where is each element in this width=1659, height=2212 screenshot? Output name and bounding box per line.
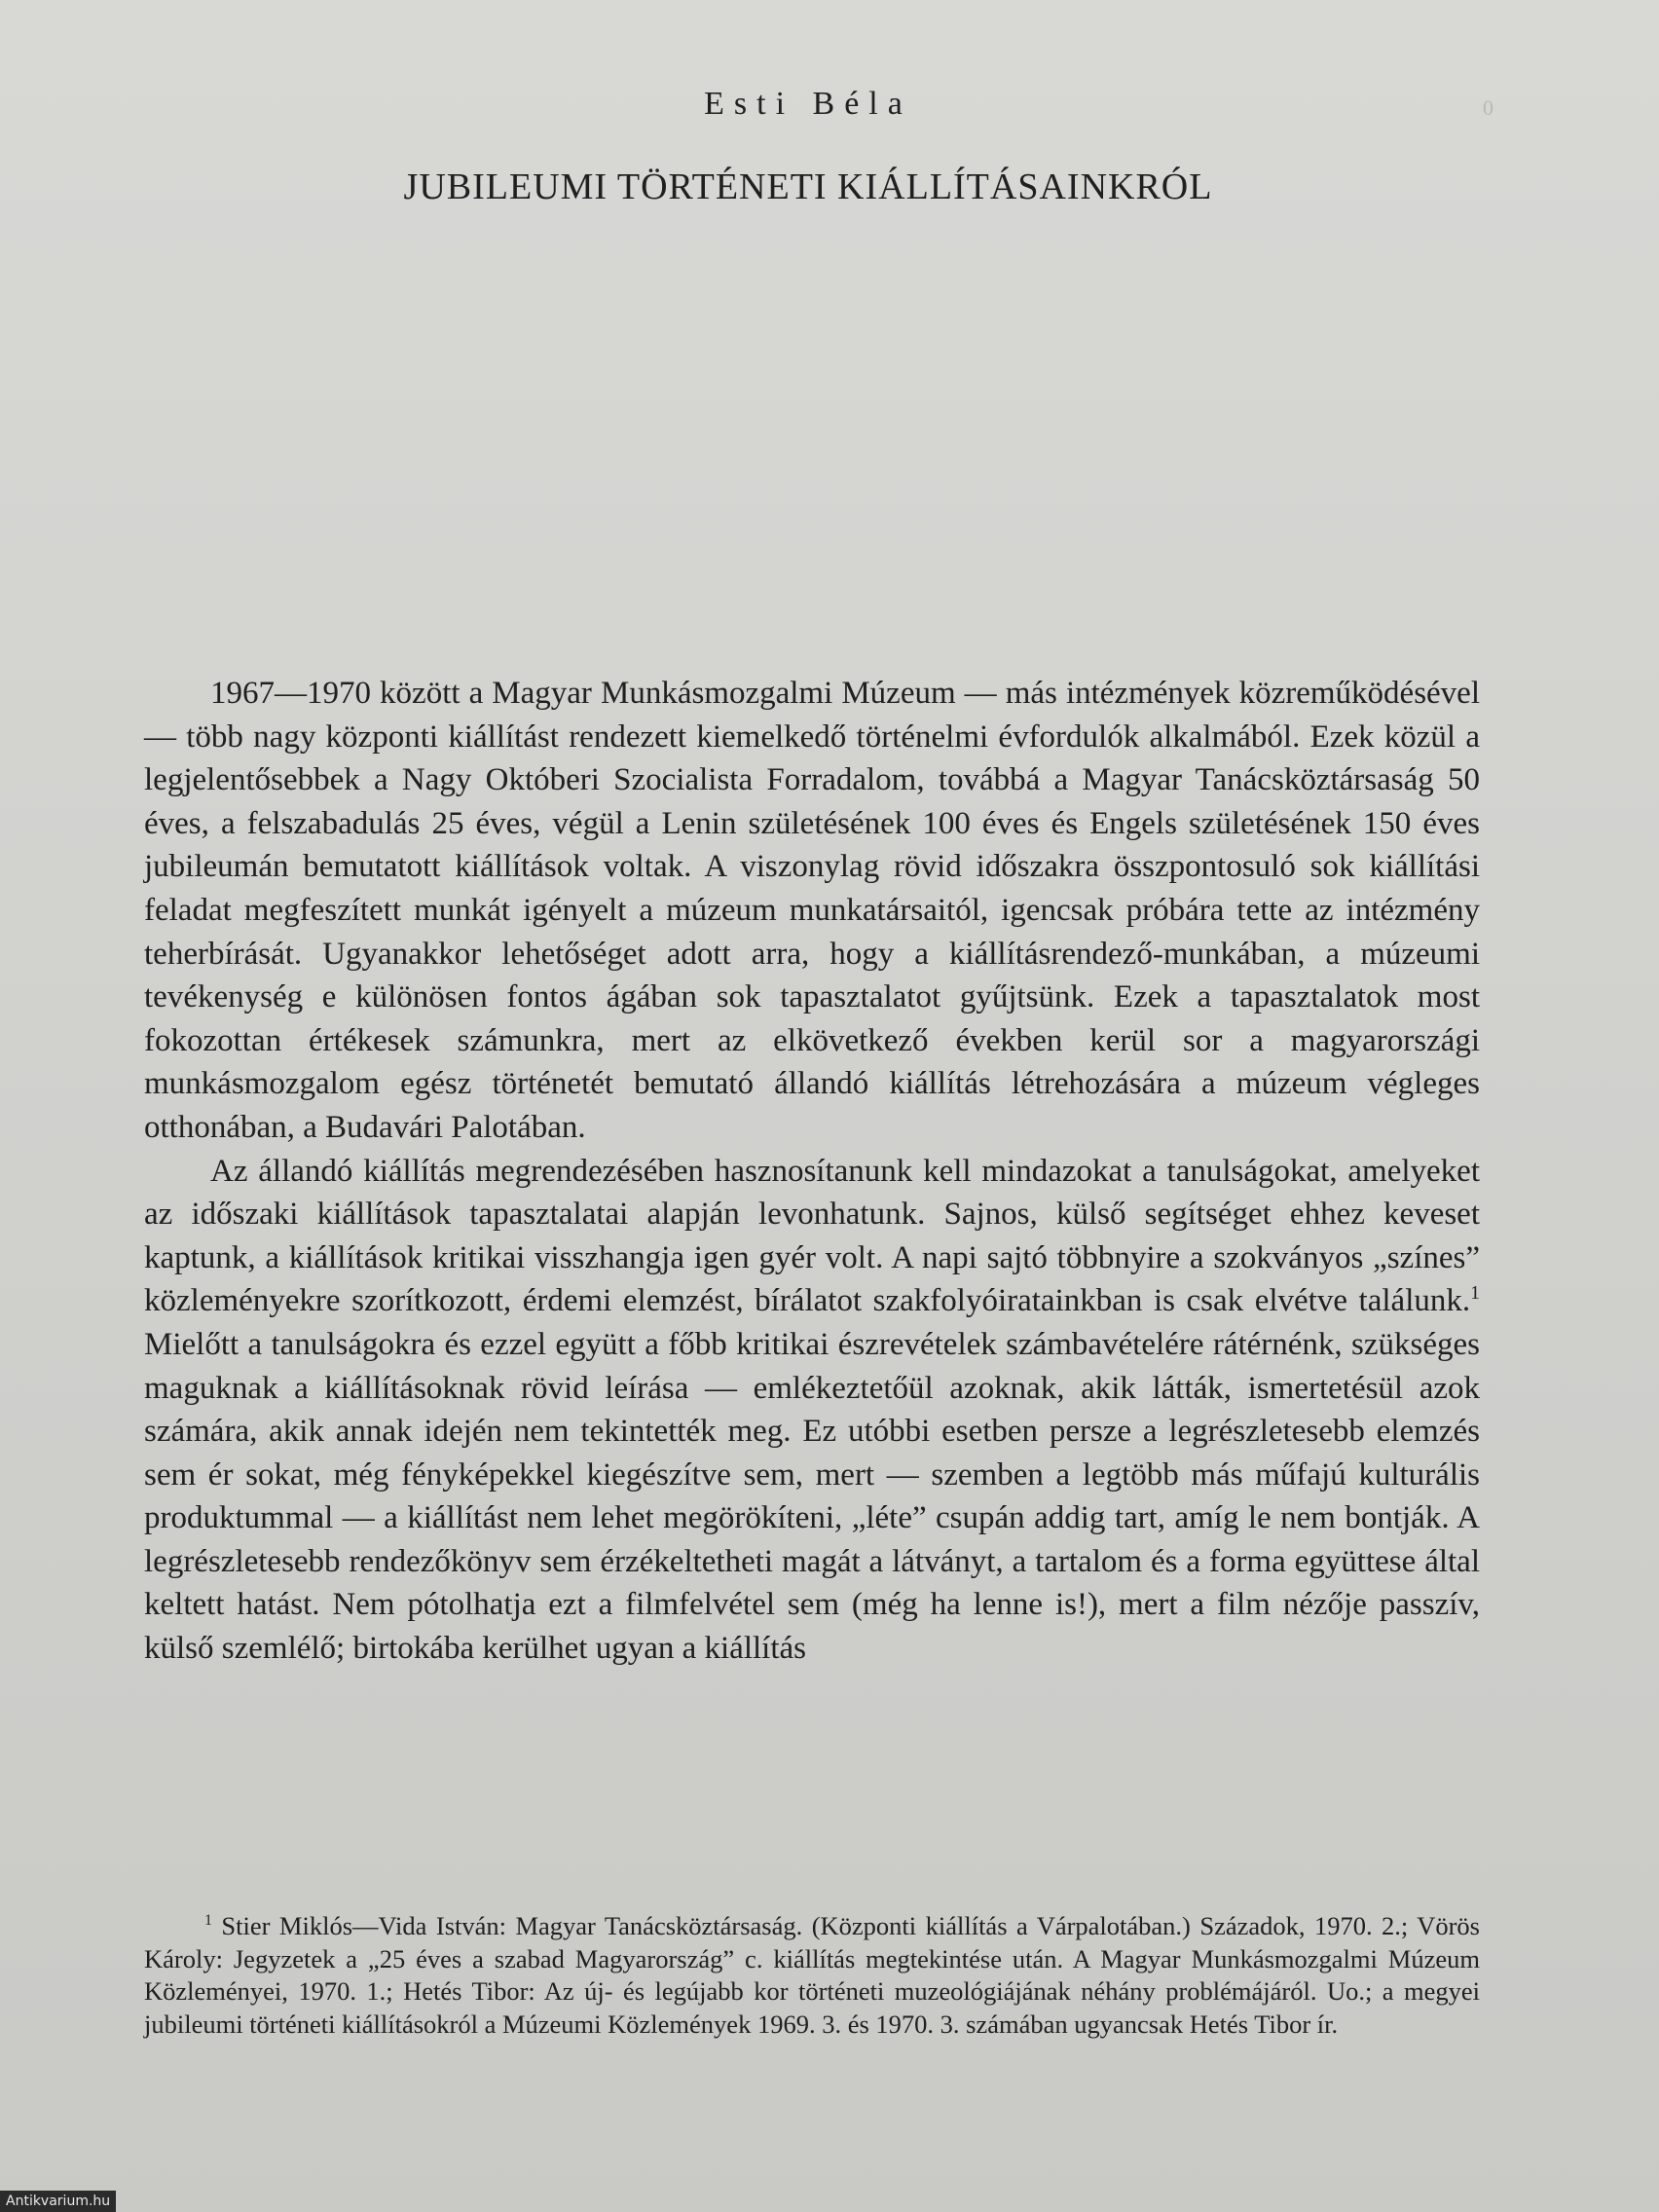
corner-mark: 0 bbox=[1483, 95, 1493, 120]
paragraph-2-part-1: Az állandó kiállítás megrendezésében hasznosítanunk kell mindazokat a tanulságokat, amelyeket az időszaki kiállítások tapasztalatai alapján levonhatunk. Sajnos, külső segítséget ehhez keveset kaptunk, a kiállítások kritikai visszhangja igen gyér volt. A napi sajtó többnyire a szokványos „színes” közleményekre szorítkozott, érdemi elemzést, bírálatot szakfolyóiratainkban is csak elvétve találunk. bbox=[144, 1153, 1480, 1319]
paragraph-2 bbox=[144, 1150, 1480, 1671]
footnote-reference: 1 bbox=[1470, 1282, 1480, 1305]
paragraph-2-part-2: Mielőtt a tanulságokra és ezzel együtt a főbb kritikai észrevételek számbavételére rátérnénk, szükséges maguknak a kiállításoknak rövid leírása — emlékeztetőül azoknak, akik látták, ismertetésül azok számára, akik annak idején nem tekintették meg. Ez utóbbi esetben persze a legrészletesebb elemzés sem ér sokat, még fényképekkel kiegészítve sem, mert — szemben a legtöbb más műfajú kulturális produktummal — a kiállítást nem lehet megörökíteni, „léte” csupán addig tart, amíg le nem bontják. A legrészletesebb rendezőkönyv sem érzékeltetheti magát a látványt, a tartalom és a forma együttese által keltett hatást. Nem pótolhatja ezt a filmfelvétel sem (még ha lenne is!), mert a film nézője passzív, külső szemlélő; birtokába kerülhet ugyan a kiállítás bbox=[144, 1326, 1480, 1667]
article-body bbox=[144, 672, 1480, 1671]
article-author: Esti Béla bbox=[704, 86, 912, 122]
footnote-text: Stier Miklós—Vida István: Magyar Tanácsköztársaság. (Központi kiállítás a Várpalotában.) Századok, 1970. 2.; Vörös Károly: Jegyzetek a „25 éves a szabad Magyarország” c. kiállítás megtekintése után. A Magyar Munkásmozgalmi Múzeum Közleményei, 1970. 1.; Hetés Tibor: Az új- és legújabb kor történeti muzeológiájának néhány problémájáról. Uo.; a megyei jubileumi történeti kiállításokról a Múzeumi Közlemények 1969. 3. és 1970. 3. számában ugyancsak Hetés Tibor ír. bbox=[144, 1911, 1480, 2039]
watermark: Antikvarium.hu bbox=[0, 2191, 116, 2212]
footnotes bbox=[144, 1910, 1480, 2041]
article-title: JUBILEUMI TÖRTÉNETI KIÁLLÍTÁSAINKRÓL bbox=[403, 166, 1213, 207]
footnote-1 bbox=[144, 1910, 1480, 2041]
footnote-marker: 1 bbox=[204, 1912, 212, 1930]
paragraph-1: 1967—1970 között a Magyar Munkásmozgalmi Múzeum — más intézmények közreműködésével — több nagy központi kiállítást rendezett kiemelkedő történelmi évfordulók alkalmából. Ezek közül a legjelentősebbek a Nagy Októberi Szocialista Forradalom, továbbá a Magyar Tanácsköztársaság 50 éves, a felszabadulás 25 éves, végül a Lenin születésének 100 éves és Engels születésének 150 éves jubileumán bemutatott kiállítások voltak. A viszonylag rövid időszakra összpontosuló sok kiállítási feladat megfeszített munkát igényelt a múzeum munkatársaitól, igencsak próbára tette az intézmény teherbírását. Ugyanakkor lehetőséget adott arra, hogy a kiállításrendező-munkában, a múzeumi tevékenység e különösen fontos ágában sok tapasztalatot gyűjtsünk. Ezek a tapasztalatok most fokozottan értékesek számunkra, mert az elkövetkező években kerül sor a magyarországi munkásmozgalom egész történetét bemutató állandó kiállítás létrehozására a múzeum végleges otthonában, a Budavári Palotában. bbox=[144, 676, 1480, 1145]
